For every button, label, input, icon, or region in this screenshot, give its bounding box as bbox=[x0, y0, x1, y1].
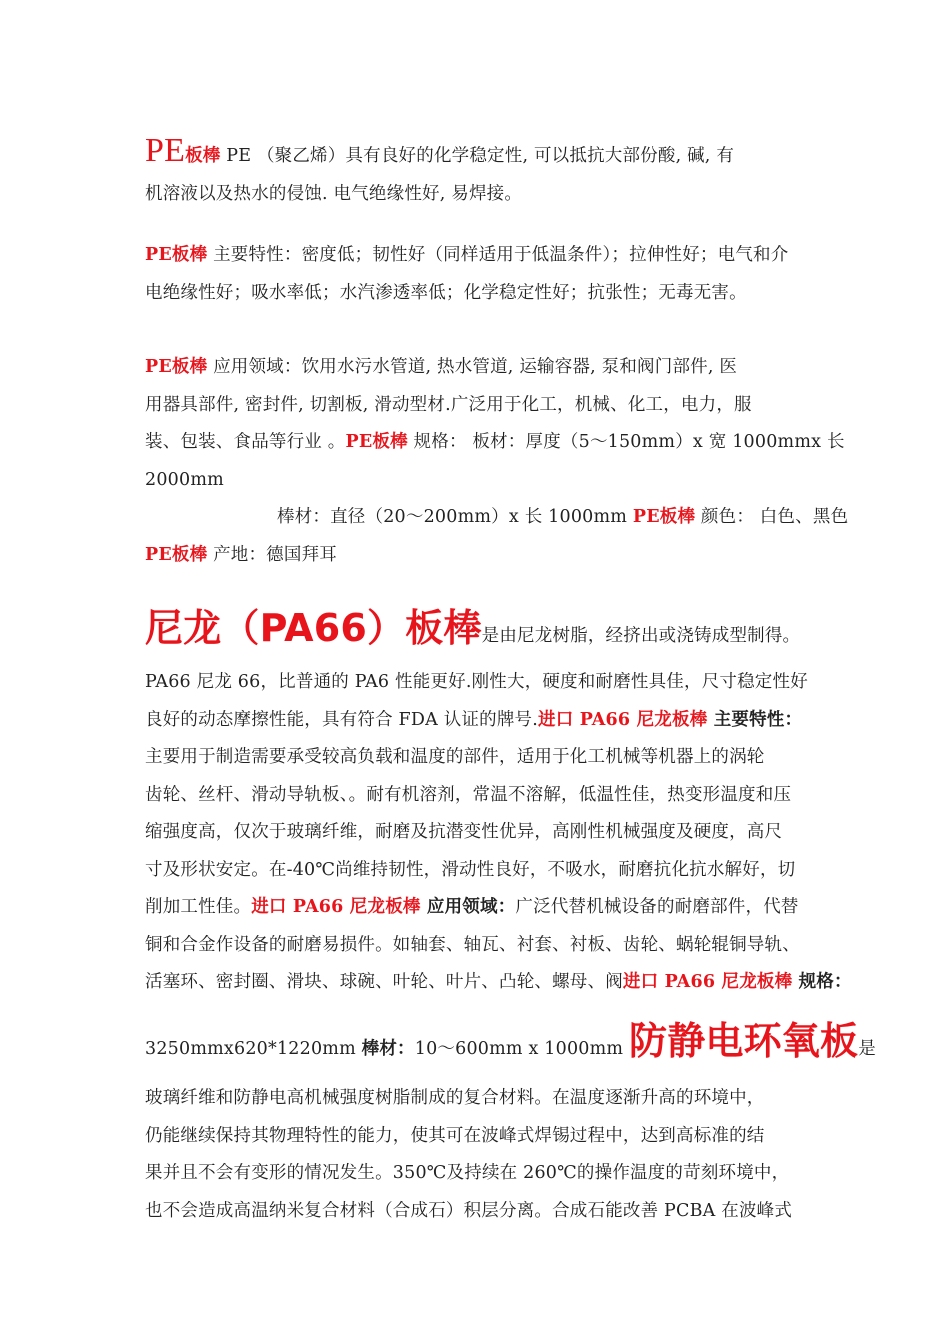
pe-spec-label: PE板棒 bbox=[345, 432, 408, 452]
nylon-text-8a: 削加工性佳。 bbox=[145, 897, 252, 917]
nylon-text-3a: 良好的动态摩擦性能，具有符合 FDA 认证的牌号. bbox=[145, 709, 538, 730]
pe-features-line-1 bbox=[145, 237, 810, 275]
nylon-label-3: 进口 PA66 尼龙板棒 bbox=[622, 972, 793, 992]
nylon-text-7: 寸及形状安定。在-40℃尚维持韧性，滑动性良好，不吸水，耐磨抗化抗水解好，切 bbox=[145, 859, 796, 880]
antistatic-head-1: 棒材： bbox=[361, 1039, 415, 1059]
nylon-text-10a: 活塞环、密封圈、滑块、球碗、叶轮、叶片、凸轮、螺母、阀 bbox=[145, 972, 623, 992]
pe-features-paragraph bbox=[145, 237, 810, 312]
pe-apps-text-6: 产地：德国拜耳 bbox=[207, 544, 337, 565]
nylon-paragraph bbox=[145, 600, 852, 1002]
pe-apps-line-1 bbox=[145, 349, 810, 387]
nylon-head-2: 应用领域： bbox=[420, 897, 516, 917]
nylon-line-8 bbox=[145, 889, 810, 927]
pe-heading-label: 板棒 bbox=[185, 146, 221, 166]
nylon-line-1 bbox=[145, 600, 810, 664]
nylon-label-1: 进口 PA66 尼龙板棒 bbox=[538, 709, 708, 730]
nylon-text-5: 齿轮、丝杆、滑动导轨板、。耐有机溶剂，常温不溶解，低温性佳，热变形温度和压 bbox=[145, 784, 792, 805]
pe-apps-line-3 bbox=[145, 424, 845, 462]
pe-apps-text-4: 2000mm bbox=[145, 469, 224, 490]
pe-intro-text-2: 机溶液以及热水的侵蚀. 电气绝缘性好, 易焊接。 bbox=[145, 183, 523, 204]
nylon-heading: 尼龙（PA66）板棒 bbox=[145, 606, 482, 650]
antistatic-text-1a: 3250mmx620*1220mm bbox=[145, 1039, 362, 1059]
nylon-head-3: 规格： bbox=[792, 972, 852, 992]
pe-apps-label: PE板棒 bbox=[145, 357, 208, 377]
pe-apps-text-1: 应用领域：饮用水污水管道, 热水管道, 运输容器, 泵和阀门部件, 医 bbox=[207, 357, 738, 377]
pe-apps-text-2: 用器具部件, 密封件, 切割板, 滑动型材.广泛用于化工，机械、化工，电力，服 bbox=[145, 394, 752, 415]
nylon-line-10 bbox=[145, 964, 852, 1002]
pe-apps-paragraph bbox=[145, 349, 849, 574]
pe-apps-text-5a: 棒材：直径（20～200mm）x 长 1000mm bbox=[277, 507, 633, 527]
pe-intro-paragraph bbox=[145, 132, 810, 213]
antistatic-text-1c: 是 bbox=[858, 1039, 876, 1059]
antistatic-paragraph bbox=[145, 1010, 876, 1230]
pe-intro-line-1 bbox=[145, 132, 810, 176]
antistatic-text-2: 玻璃纤维和防静电高机械强度树脂制成的复合材料。在温度逐渐升高的环境中， bbox=[145, 1088, 765, 1108]
antistatic-text-4: 果并且不会有变形的情况发生。350℃及持续在 260℃的操作温度的苛刻环境中， bbox=[145, 1163, 790, 1183]
pe-origin-label: PE板棒 bbox=[145, 544, 208, 565]
pe-features-text-1: 主要特性：密度低；韧性好（同样适用于低温条件）；拉伸性好；电气和介 bbox=[207, 245, 789, 265]
nylon-head-1: 主要特性： bbox=[707, 709, 803, 730]
antistatic-line-1 bbox=[145, 1010, 876, 1080]
antistatic-text-5: 也不会造成高温纳米复合材料（合成石）积层分离。合成石能改善 PCBA 在波峰式 bbox=[145, 1200, 793, 1221]
nylon-text-2: PA66 尼龙 66，比普通的 PA6 性能更好.刚性大，硬度和耐磨性具佳，尺寸稳定性好 bbox=[145, 672, 808, 692]
antistatic-heading: 防静电环氧板 bbox=[629, 1019, 859, 1063]
nylon-text-8b: 广泛代替机械设备的耐磨部件，代替 bbox=[515, 897, 799, 917]
pe-apps-text-3b: 规格： 板材：厚度（5～150mm）x 宽 1000mmx 长 bbox=[407, 432, 845, 452]
nylon-text-4: 主要用于制造需要承受较高负载和温度的部件，适用于化工机械等机器上的涡轮 bbox=[145, 747, 765, 767]
pe-color-label: PE板棒 bbox=[632, 507, 696, 527]
pe-apps-text-3a: 装、包装、食品等行业 。 bbox=[145, 432, 346, 452]
nylon-text-9: 铜和合金作设备的耐磨易损件。如轴套、轴瓦、衬套、衬板、齿轮、蜗轮辊铜导轨、 bbox=[145, 934, 800, 955]
pe-apps-line-5 bbox=[145, 499, 849, 537]
nylon-line-3 bbox=[145, 702, 810, 740]
antistatic-text-1b: 10～600mm x 1000mm bbox=[414, 1039, 629, 1059]
pe-intro-text-1: PE （聚乙烯）具有良好的化学稳定性, 可以抵抗大部份酸, 碱, 有 bbox=[220, 146, 735, 166]
antistatic-text-3: 仍能继续保持其物理特性的能力，使其可在波峰式焊锡过程中，达到高标准的结 bbox=[145, 1125, 765, 1146]
pe-apps-line-6 bbox=[145, 537, 810, 575]
pe-features-text-2: 电绝缘性好；吸水率低；水汽渗透率低；化学稳定性好；抗张性；无毒无害。 bbox=[145, 282, 747, 303]
pe-apps-text-5b: 颜色： 白色、黑色 bbox=[695, 507, 849, 527]
nylon-text-1: 是由尼龙树脂，经挤出或浇铸成型制得。 bbox=[481, 626, 801, 646]
nylon-label-2: 进口 PA66 尼龙板棒 bbox=[251, 897, 421, 917]
nylon-text-6: 缩强度高，仅次于玻璃纤维，耐磨及抗潜变性优异，高刚性机械强度及硬度，高尺 bbox=[145, 822, 783, 842]
pe-features-label: PE板棒 bbox=[145, 245, 208, 265]
pe-heading: PE bbox=[145, 132, 186, 169]
